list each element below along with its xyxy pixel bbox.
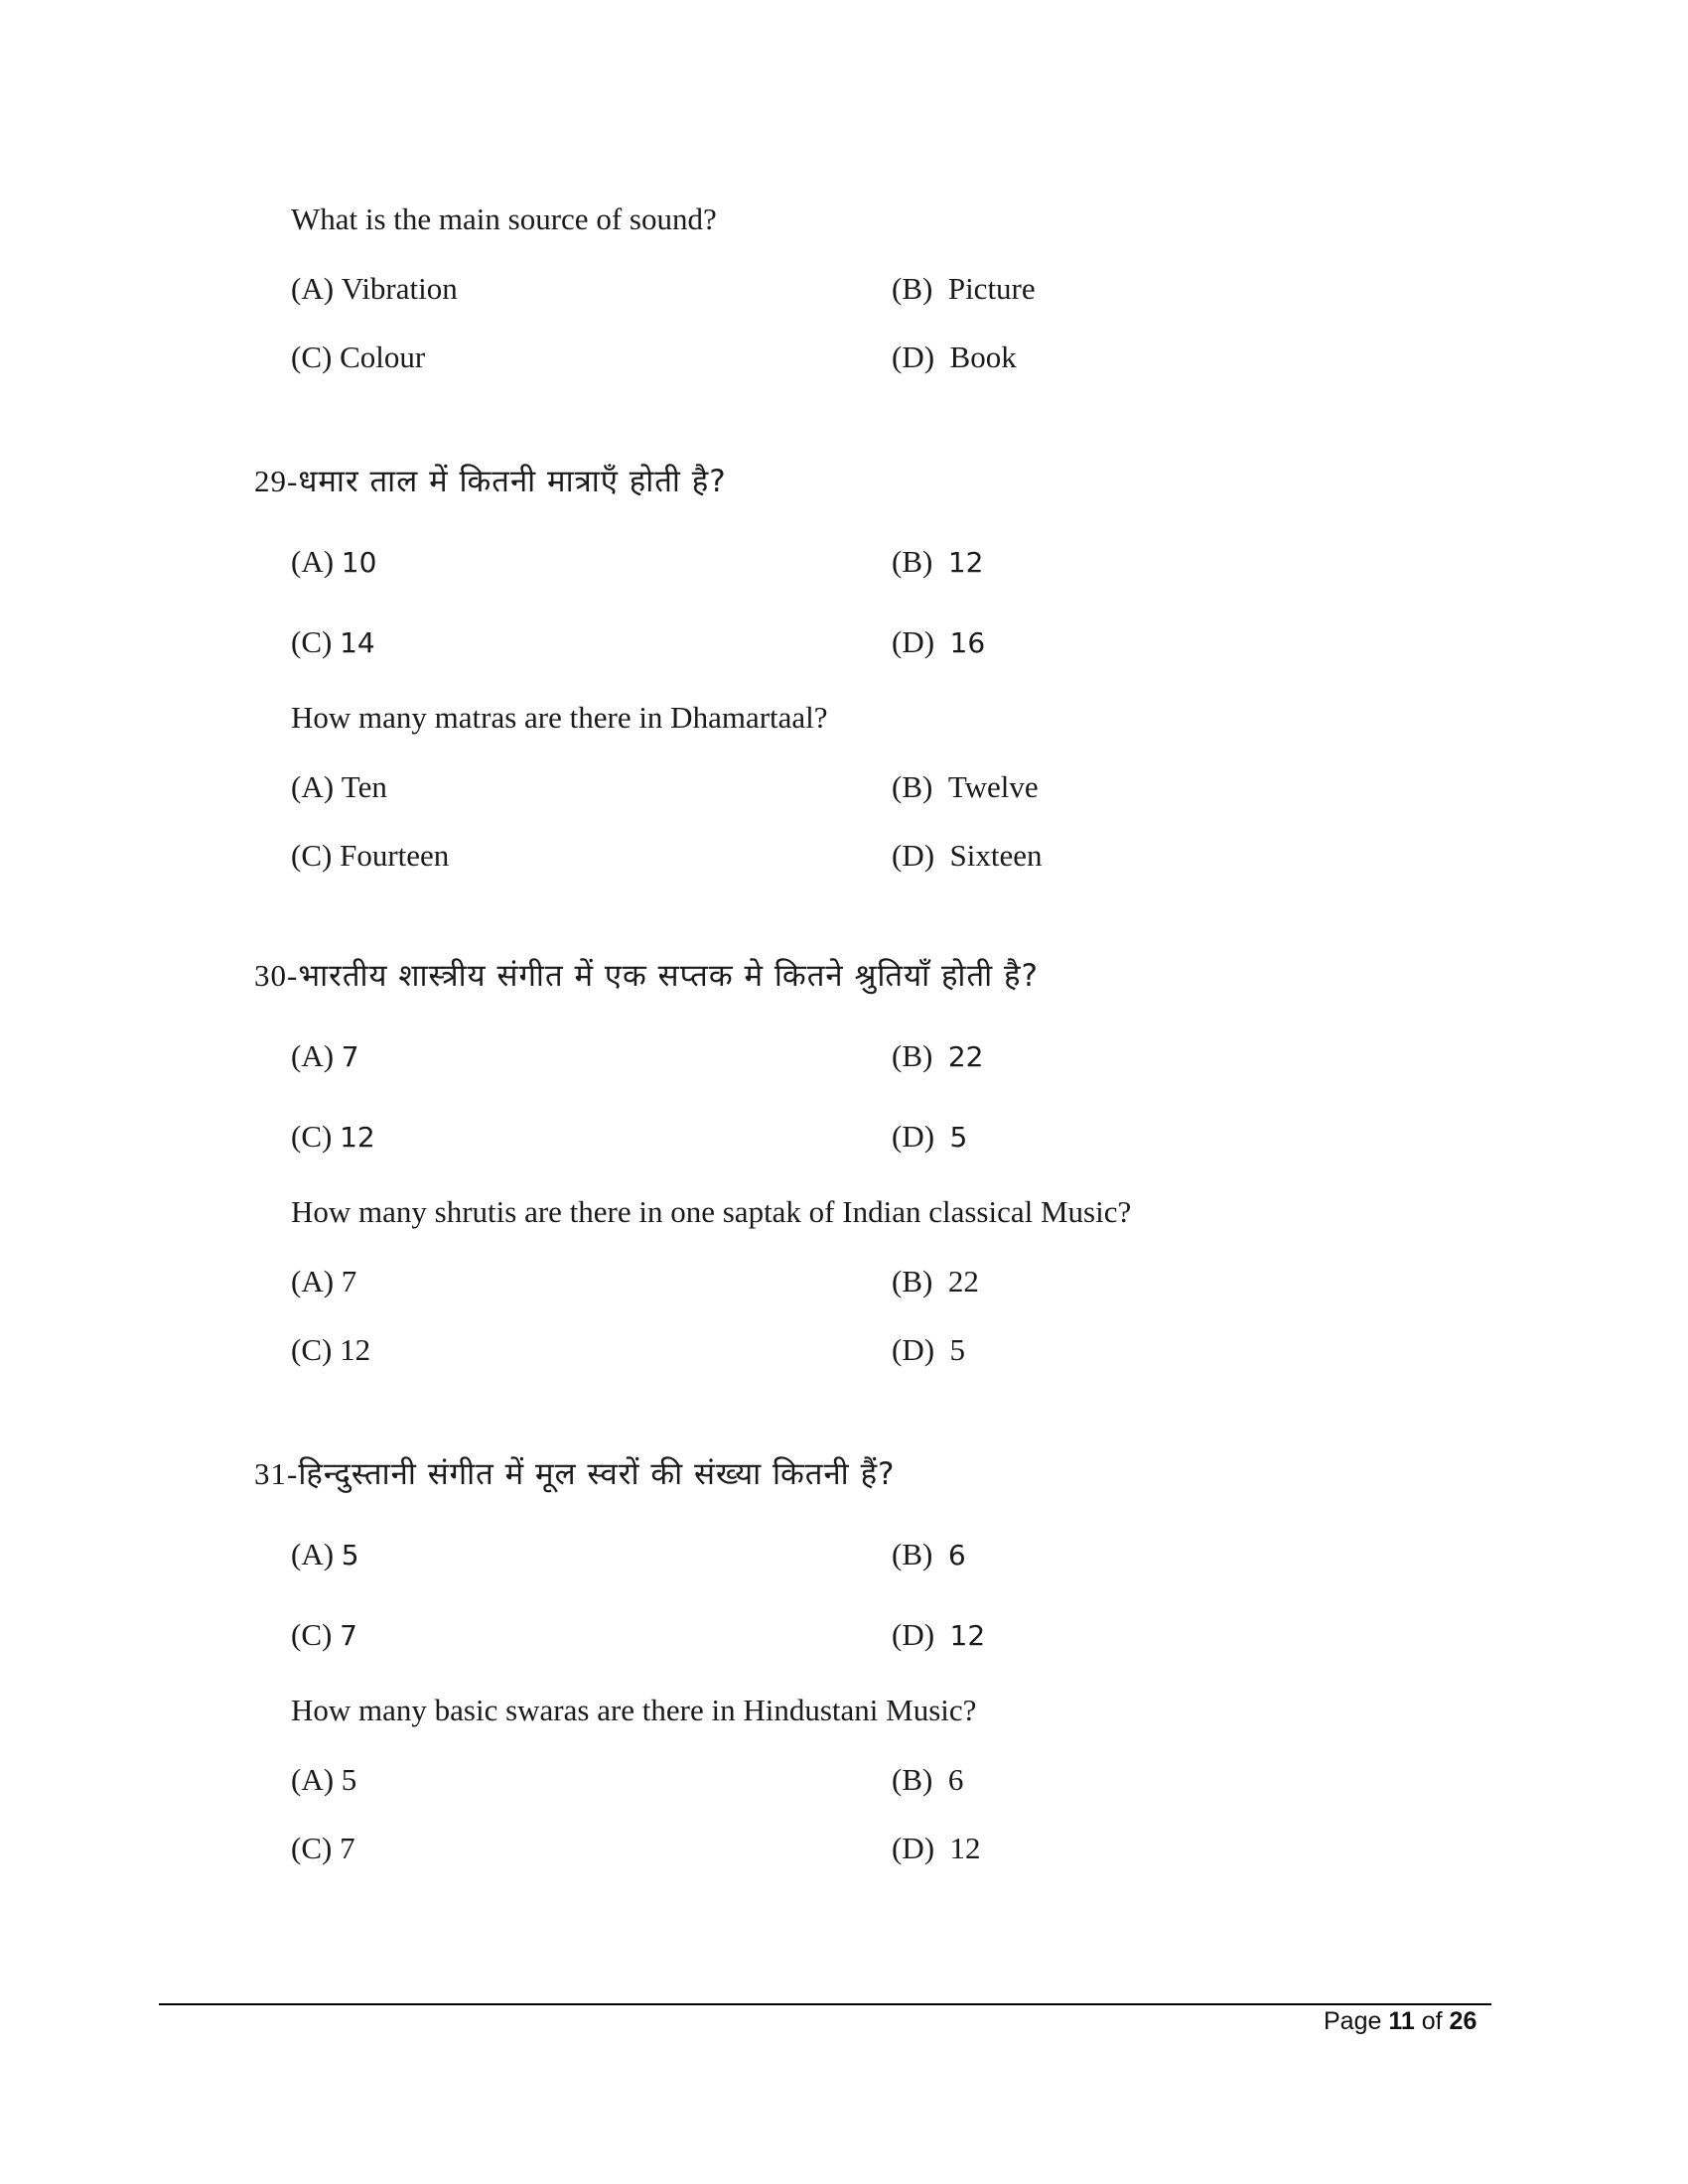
option-28-a: (A) Vibration: [291, 271, 458, 306]
footer-rule: [159, 2003, 1491, 2005]
question-31-english: How many basic swaras are there in Hindustani Music?: [291, 1693, 977, 1727]
option-29-hi-a: (A) 10: [291, 544, 377, 579]
question-28-english: What is the main source of sound?: [291, 202, 717, 236]
option-30-hi-b: (B) 22: [892, 1038, 984, 1073]
option-29-hi-c: (C) 14: [291, 624, 375, 659]
option-31-en-b: (B) 6: [892, 1762, 964, 1797]
option-31-en-d: (D) 12: [892, 1831, 981, 1865]
option-29-hi-d: (D) 16: [892, 624, 986, 659]
option-31-hi-a: (A) 5: [291, 1537, 359, 1571]
question-29-english: How many matras are there in Dhamartaal?: [291, 700, 828, 735]
option-30-hi-d: (D) 5: [892, 1119, 968, 1154]
question-30-english: How many shrutis are there in one saptak of Indian classical Music?: [291, 1194, 1132, 1229]
option-28-d: (D) Book: [892, 340, 1017, 374]
option-28-c: (C) Colour: [291, 340, 426, 374]
option-28-b: (B) Picture: [892, 271, 1036, 306]
question-31-hindi: 31-हिन्दुस्तानी संगीत में मूल स्वरों की संख्या कितनी हैं?: [254, 1456, 896, 1492]
option-29-en-d: (D) Sixteen: [892, 838, 1043, 873]
option-30-en-d: (D) 5: [892, 1332, 966, 1367]
option-30-en-b: (B) 22: [892, 1264, 979, 1298]
option-31-en-a: (A) 5: [291, 1762, 357, 1797]
option-30-en-c: (C) 12: [291, 1332, 371, 1367]
option-29-hi-b: (B) 12: [892, 544, 984, 579]
option-31-hi-c: (C) 7: [291, 1617, 357, 1652]
option-30-hi-a: (A) 7: [291, 1038, 359, 1073]
question-30-hindi: 30-भारतीय शास्त्रीय संगीत में एक सप्तक मे कितने श्रुतियाँ होती है?: [254, 958, 1039, 994]
option-31-en-c: (C) 7: [291, 1831, 355, 1865]
option-30-en-a: (A) 7: [291, 1264, 357, 1298]
option-31-hi-b: (B) 6: [892, 1537, 966, 1571]
option-31-hi-d: (D) 12: [892, 1617, 986, 1652]
option-30-hi-c: (C) 12: [291, 1119, 375, 1154]
option-29-en-c: (C) Fourteen: [291, 838, 450, 873]
page-number: Page 11 of 26: [1324, 2007, 1477, 2035]
option-29-en-b: (B) Twelve: [892, 769, 1039, 804]
question-29-hindi: 29-धमार ताल में कितनी मात्राएँ होती है?: [254, 464, 727, 499]
option-29-en-a: (A) Ten: [291, 769, 387, 804]
